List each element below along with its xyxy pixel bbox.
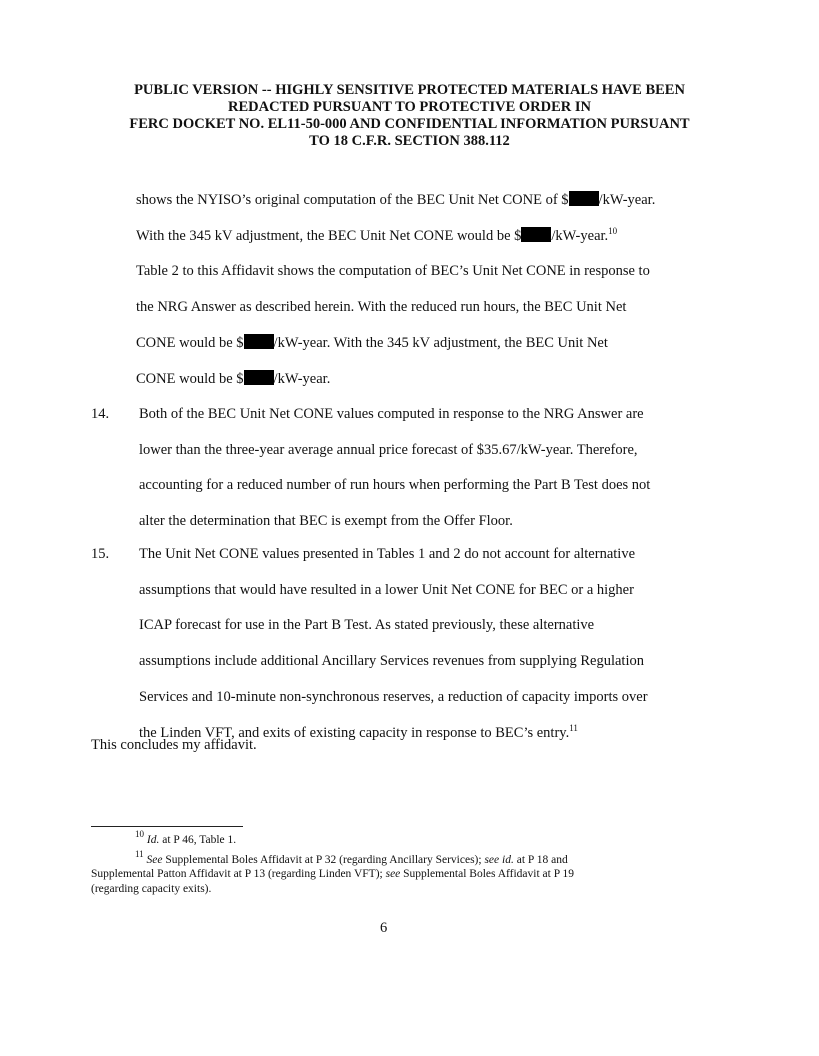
footnote-separator: [91, 826, 243, 827]
footnote-ref-10[interactable]: 10: [608, 225, 618, 236]
text-line: Both of the BEC Unit Net CONE values computed in response to the NRG Answer are: [139, 406, 644, 422]
footnote-11: [91, 848, 681, 897]
redaction-box: [244, 334, 274, 349]
page-number: 6: [380, 920, 388, 936]
closing-statement: This concludes my affidavit.: [91, 737, 257, 753]
text-line: With the 345 kV adjustment, the BEC Unit Net CONE would be $ /kW-year.$^{10}$: [136, 225, 618, 244]
footnote-line: (regarding capacity exits).: [91, 882, 212, 895]
header-line-2: REDACTED PURSUANT TO PROTECTIVE ORDER IN: [228, 99, 591, 115]
text-line: Services and 10-minute non-synchronous reserves, a reduction of capacity imports over: [139, 688, 648, 705]
text-line: the Linden VFT, and exits of existing capacity in response to BEC’s entry.$^{11}$: [139, 722, 578, 741]
footnote-ref-11[interactable]: 11: [569, 722, 578, 733]
footnote-line: Supplemental Patton Affidavit at P 13 (regarding Linden VFT); see Supplemental Boles Affidavit at P 19: [91, 868, 575, 880]
text-line: the NRG Answer as described herein. With the reduced run hours, the BEC Unit Net: [136, 299, 627, 316]
text-line: CONE would be $ /kW-year. With the 345 kV adjustment, the BEC Unit Net: [136, 334, 608, 351]
paragraph-number: 14.: [91, 406, 110, 422]
footnote-line: $^{11}$ See Supplemental Boles Affidavit at P 32 (regarding Ancillary Services); see id. at P 18 and: [135, 848, 568, 866]
document-header: [60, 82, 759, 150]
continued-paragraph: [136, 183, 696, 397]
text-line: ICAP forecast for use in the Part B Test. As stated previously, these alternative: [139, 617, 595, 634]
header-line-1: PUBLIC VERSION -- HIGHLY SENSITIVE PROTECTED MATERIALS HAVE BEEN: [134, 82, 685, 98]
text-line: alter the determination that BEC is exempt from the Offer Floor.: [139, 513, 513, 530]
text-line: CONE would be $ /kW-year.: [136, 370, 331, 387]
text-line: assumptions that would have resulted in a lower Unit Net CONE for BEC or a higher: [139, 581, 634, 598]
paragraph-number: 15.: [91, 546, 110, 562]
text-line: Table 2 to this Affidavit shows the computation of BEC’s Unit Net CONE in response to: [136, 263, 650, 280]
footnote-marker: 11: [135, 848, 144, 859]
text-line: shows the NYISO’s original computation of the BEC Unit Net CONE of $ /kW-year.: [136, 192, 656, 208]
footnote-10: $^{10}$ Id. at P 46, Table 1.: [135, 829, 237, 846]
redaction-box: [244, 370, 274, 385]
header-line-3: FERC DOCKET NO. EL11-50-000 AND CONFIDENTIAL INFORMATION PURSUANT: [129, 116, 690, 132]
text-line: assumptions include additional Ancillary Services revenues from supplying Regulation: [139, 653, 644, 670]
header-line-4: TO 18 C.F.R. SECTION 388.112: [309, 133, 510, 149]
footnotes: [91, 829, 681, 896]
text-line: accounting for a reduced number of run hours when performing the Part B Test does not: [139, 477, 651, 494]
footnote-marker: 10: [135, 829, 144, 839]
text-line: lower than the three-year average annual price forecast of $35.67/kW-year. Therefore,: [139, 441, 638, 458]
redaction-box: [569, 191, 599, 206]
redaction-box: [521, 227, 551, 242]
text-line: The Unit Net CONE values presented in Tables 1 and 2 do not account for alternative: [139, 546, 636, 562]
